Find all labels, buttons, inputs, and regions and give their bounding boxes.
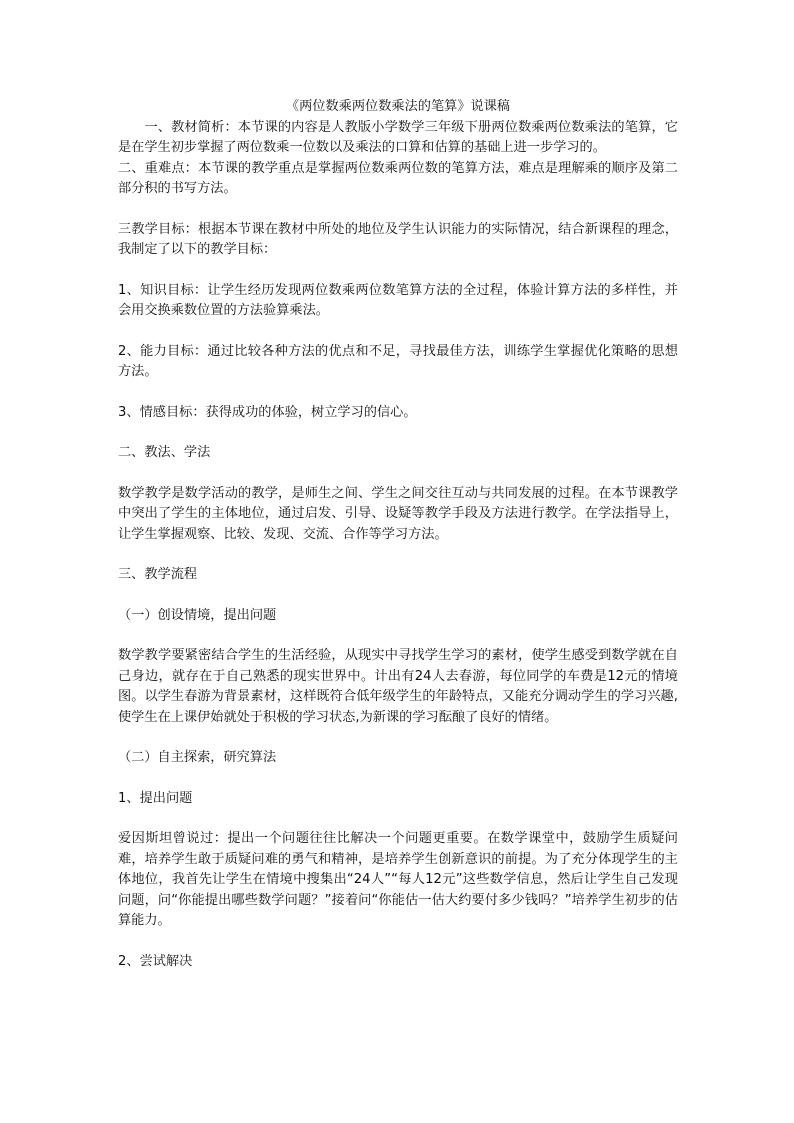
heading-explore-algorithm: （二）自主探索，研究算法 [118, 750, 277, 765]
paragraph-knowledge-goal: 1、知识目标：让学生经历发现两位数乘两位数笔算方法的全过程，体验计算方法的多样性，并会用交换乘数位置的方法验算乘法。 [118, 282, 678, 318]
paragraph-teaching-methods: 数学教学是数学活动的教学，是师生之间、学生之间交往互动与共同发展的过程。在本节课教学中突出了学生的主体地位，通过启发、引导、设疑等教学手段及方法进行教学。在学法指导上，让学生掌握观察、比较、发现、交流、合作等学习方法。 [118, 485, 678, 542]
paragraph-textbook-analysis: 一、教材简析：本节课的内容是人教版小学数学三年级下册两位数乘两位数乘法的笔算，它是在学生初步掌握了两位数乘一位数以及乘法的口算和估算的基础上进一步学习的。 [118, 119, 678, 155]
paragraph-emotion-goal: 3、情感目标：获得成功的体验，树立学习的信心。 [118, 404, 417, 420]
paragraph-ability-goal: 2、能力目标：通过比较各种方法的优点和不足，寻找最佳方法，训练学生掌握优化策略的思想方法。 [118, 343, 678, 379]
paragraph-create-situation: 数学教学要紧密结合学生的生活经验，从现实中寻找学生学习的素材，使学生感受到数学就在自己身边，就存在于自己熟悉的现实世界中。计出有24人去春游，每位同学的车费是12元的情境图。以学生春游为背景素材，这样既符合低年级学生的年龄特点，又能充分调动学生的学习兴趣,使学生在上课伊始就处于积极的学习状态,为新课的学习酝酿了良好的情绪。 [118, 648, 678, 725]
paragraph-teaching-goals: 三教学目标：根据本节课在教材中所处的地位及学生认识能力的实际情况，结合新课程的理念，我制定了以下的教学目标： [118, 221, 678, 257]
heading-teaching-process: 三、教学流程 [118, 567, 198, 582]
paragraph-raise-question: 爱因斯坦曾说过：提出一个问题往往比解决一个问题更重要。在数学课堂中，鼓励学生质疑问难，培养学生敢于质疑问难的勇气和精神，是培养学生创新意识的前提。为了充分体现学生的主体地位，我首先让学生在情境中搜集出“24人”“每人12元”这些数学信息，然后让学生自己发现问题，问“你能提出哪些数学问题？”接着问“你能估一估大约要付多少钱吗？”培养学生初步的估算能力。 [118, 831, 678, 928]
heading-create-situation: （一）创设情境，提出问题 [118, 607, 277, 623]
document-title: 《两位数乘两位数乘法的笔算》说课稿 [285, 99, 511, 114]
heading-try-solve: 2、尝试解决 [118, 953, 193, 969]
heading-raise-question: 1、提出问题 [118, 790, 193, 806]
heading-teaching-methods: 二、教法、学法 [118, 445, 211, 460]
paragraph-key-points: 二、重难点：本节课的教学重点是掌握两位数乘两位数的笔算方法，难点是理解乘的顺序及第二部分积的书写方法。 [118, 160, 678, 196]
document-page [118, 97, 678, 972]
